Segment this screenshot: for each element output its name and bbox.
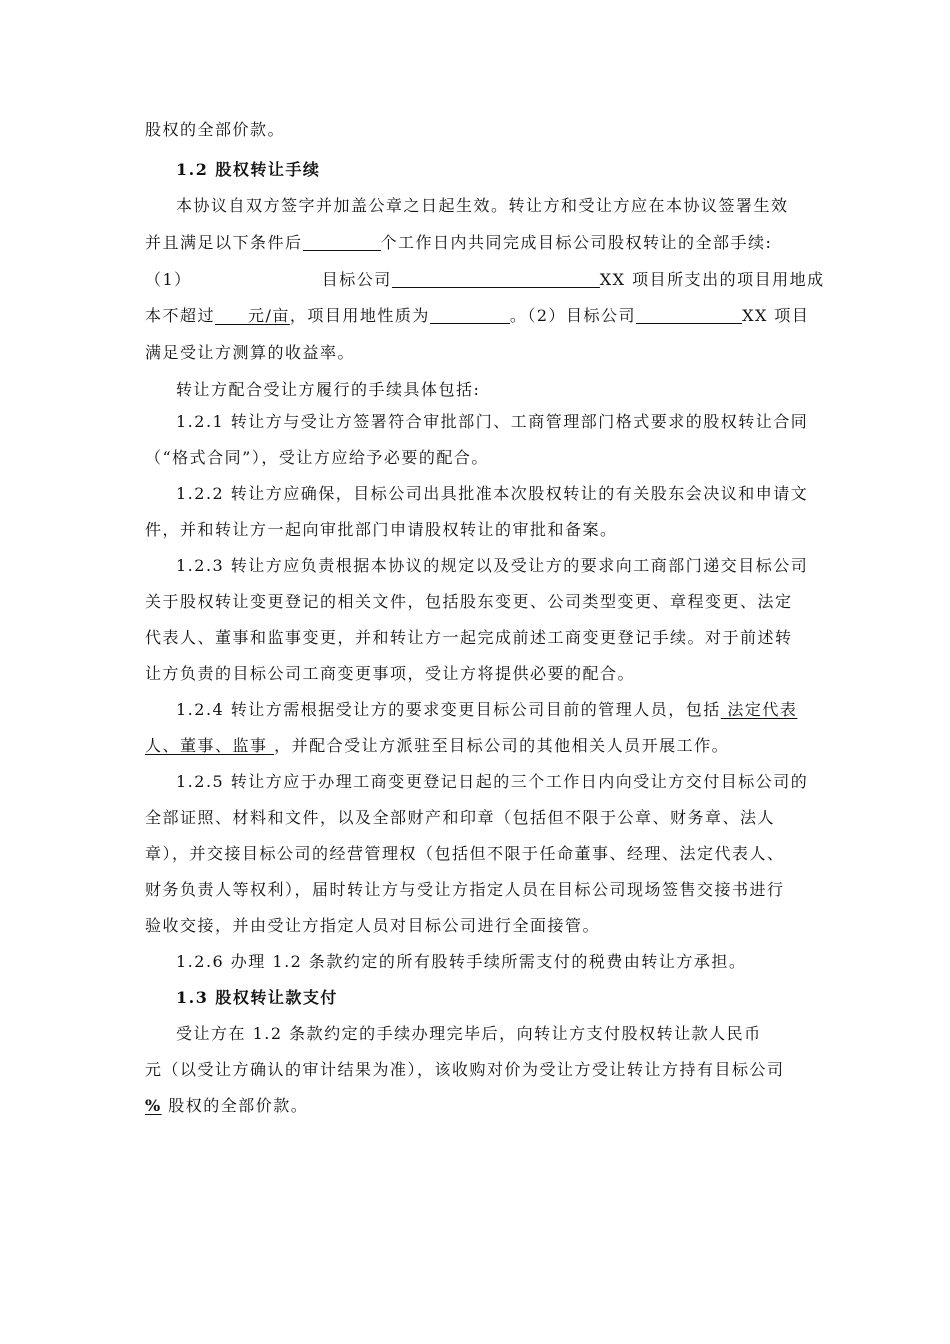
text-segment: 个工作日内共同完成目标公司股权转让的全部手续: <box>380 233 773 252</box>
clause-1-2-5: 1.2.5 转让方应于办理工商变更登记日起的三个工作日内向受让方交付目标公司的 <box>176 772 809 791</box>
clause-1-2-4 <box>176 698 797 722</box>
text-segment: 并且满足以下条件后 <box>145 233 303 252</box>
text-segment: 。（2）目标公司 <box>509 306 637 325</box>
text-segment: XX 项目 <box>742 306 810 325</box>
text-line <box>145 1094 308 1118</box>
item-number: （1） <box>145 270 192 289</box>
text-segment: 目标公司 <box>321 270 392 289</box>
text-line: 验收交接，并由受让方指定人员对目标公司进行全面接管。 <box>145 916 601 935</box>
underlined-text: 人、董事、监事 <box>145 736 275 755</box>
company-name-blank-2 <box>636 305 742 324</box>
company-name-blank <box>392 269 600 288</box>
text-line: 件，并和转让方一起向审批部门申请股权转让的审批和备案。 <box>145 520 618 539</box>
percent-blank: % <box>145 1096 162 1115</box>
text-line: 章），并交接目标公司的经营管理权（包括但不限于任命董事、经理、法定代表人、 <box>145 844 785 863</box>
text-segment: XX 项目所支出的项目用地成 <box>599 270 825 289</box>
unit-label: 元/亩 <box>247 306 290 325</box>
text-segment: ，并配合受让方派驻至目标公司的其他相关人员开展工作。 <box>274 736 730 755</box>
text-segment: 本不超过 <box>145 306 216 325</box>
text-line: 代表人、董事和监事变更，并和转让方一起完成前述工商变更登记手续。对于前述转 <box>145 628 793 647</box>
underlined-text: 法定代表 <box>720 700 798 719</box>
text-line: 关于股权转让变更登记的相关文件，包括股东变更、公司类型变更、章程变更、法定 <box>145 592 793 611</box>
section-heading-1-2: 1.2 股权转让手续 <box>176 160 321 179</box>
text-line: 财务负责人等权利），届时转让方与受让方指定人员在目标公司现场签售交接书进行 <box>145 880 785 899</box>
land-use-blank <box>430 305 510 324</box>
text-line: 让方负责的目标公司工商变更事项，受让方将提供必要的配合。 <box>145 664 636 683</box>
text-line: 满足受让方测算的收益率。 <box>145 343 356 362</box>
text-segment: 股权的全部价款。 <box>161 1096 309 1115</box>
text-line <box>145 268 825 292</box>
text-line <box>145 734 729 758</box>
text-line <box>145 304 809 328</box>
text-line <box>145 231 772 255</box>
price-per-mu-field <box>215 306 290 325</box>
text-line: 全部证照、材料和文件，以及全部财产和印章（包括但不限于公章、财务章、法人 <box>145 808 776 827</box>
text-segment: ，项目用地性质为 <box>289 306 430 325</box>
text-segment: 1.2.4 转让方需根据受让方的要求变更目标公司目前的管理人员，包括 <box>176 700 721 719</box>
text-line: 股权的全部价款。 <box>145 120 286 139</box>
clause-1-2-3: 1.2.3 转让方应负责根据本协议的规定以及受让方的要求向工商部门递交目标公司 <box>176 556 809 575</box>
clause-1-2-1: 1.2.1 转让方与受让方签署符合审批部门、工商管理部门格式要求的股权转让合同 <box>176 412 809 431</box>
section-heading-1-3: 1.3 股权转让款支付 <box>176 988 338 1007</box>
workdays-blank <box>303 232 381 251</box>
text-line: 本协议自双方签字并加盖公章之日起生效。转让方和受让方应在本协议签署生效 <box>176 196 789 215</box>
text-line: 转让方配合受让方履行的手续具体包括: <box>176 380 481 399</box>
clause-1-2-6: 1.2.6 办理 1.2 条款约定的所有股转手续所需支付的税费由转让方承担。 <box>176 952 747 971</box>
text-line: 受让方在 1.2 条款约定的手续办理完毕后，向转让方支付股权转让款人民币 <box>176 1024 762 1043</box>
text-line: 元（以受让方确认的审计结果为准），该收购对价为受让方受让转让方持有目标公司 <box>145 1060 785 1079</box>
text-line: （“格式合同”），受让方应给予必要的配合。 <box>145 448 489 467</box>
clause-1-2-2: 1.2.2 转让方应确保，目标公司出具批准本次股权转让的有关股东会决议和申请文 <box>176 484 809 503</box>
